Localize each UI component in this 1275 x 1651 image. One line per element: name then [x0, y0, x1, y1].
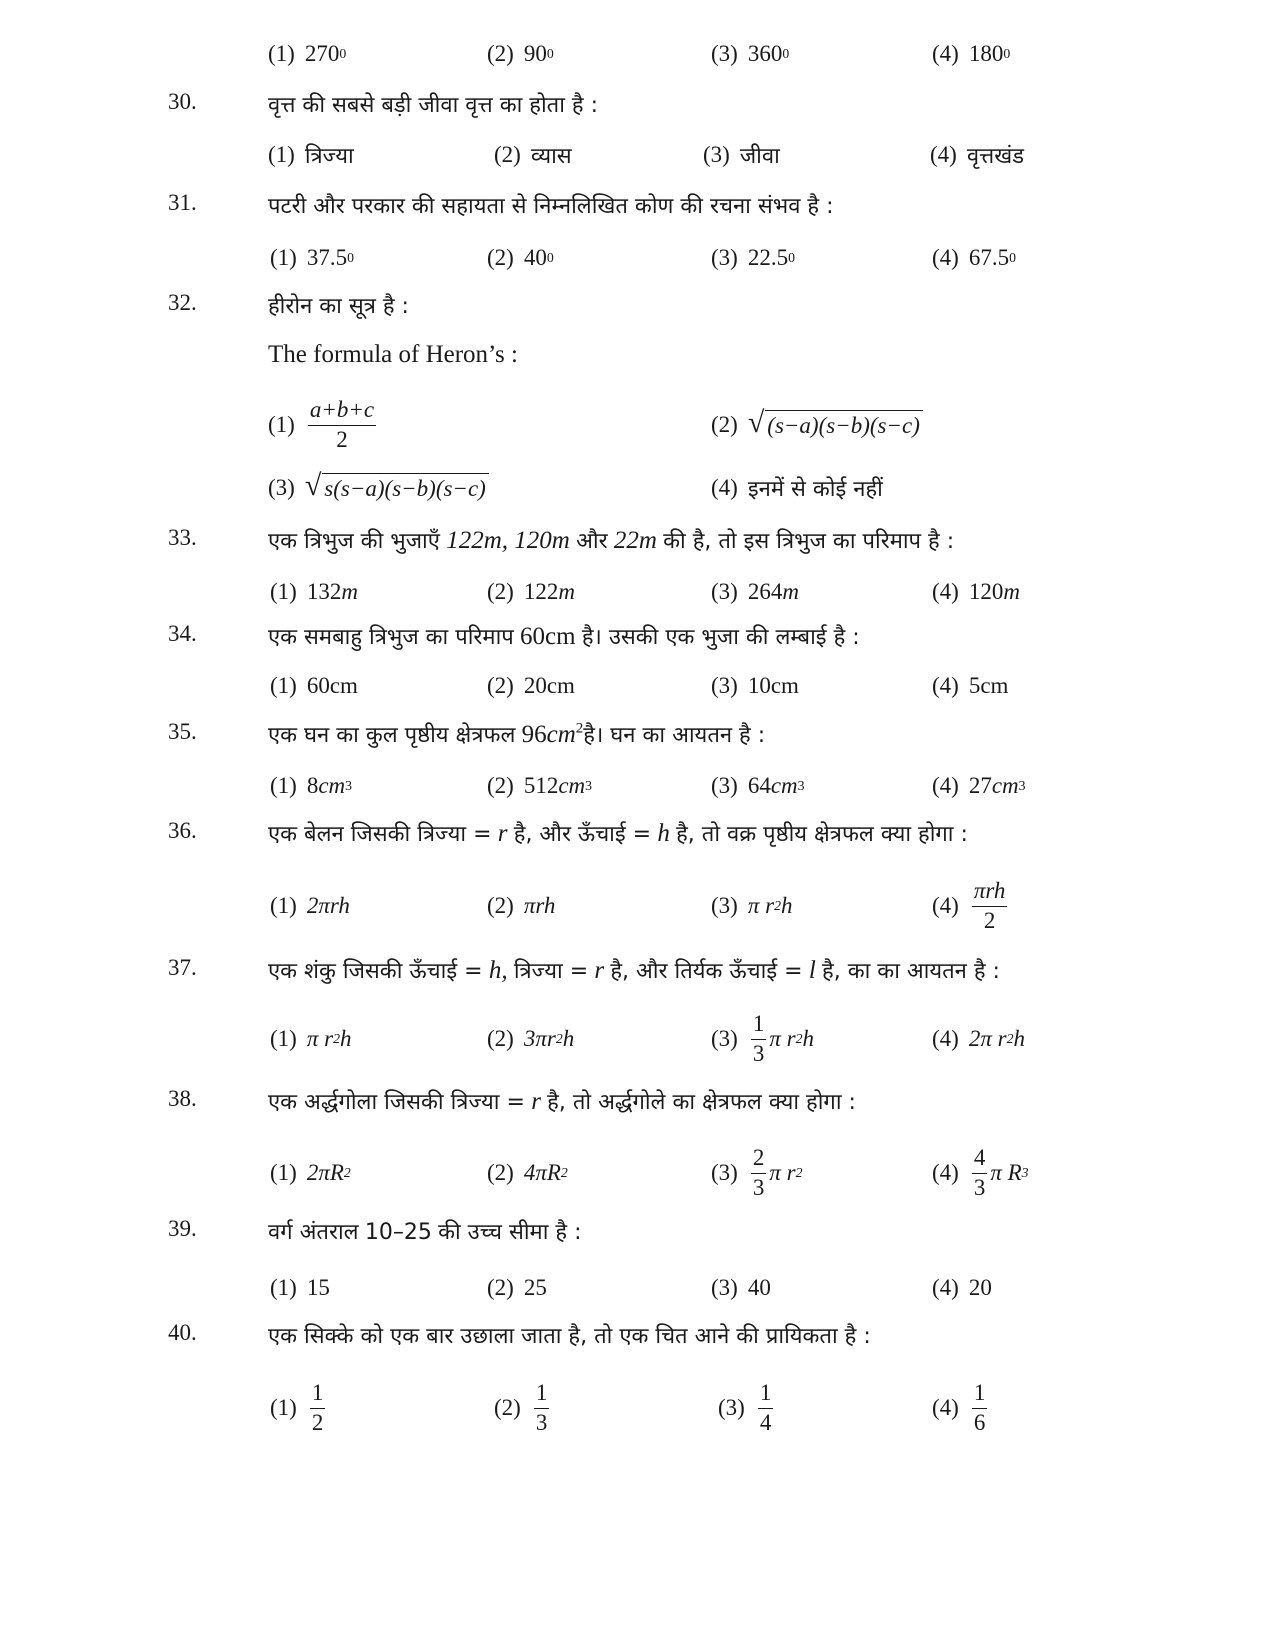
- square-root: √ (s−a)(s−b)(s−c): [748, 410, 923, 440]
- option-3: (3) 10cm: [711, 673, 799, 698]
- question-text: वृत्त की सबसे बड़ी जीवा वृत्त का होता है :: [268, 93, 598, 118]
- fraction: $\frac{2}{3}$: [752, 1145, 765, 1200]
- q32-options-row1: [0, 392, 1275, 458]
- q33-options: [0, 562, 1275, 622]
- fraction: $\frac{1}{4}$: [759, 1380, 772, 1435]
- q32-options-row2: [0, 458, 1275, 518]
- option-4: (4) 5cm: [932, 673, 1009, 698]
- option-4: (4) 120 m: [932, 579, 1020, 604]
- question-number: 34.: [168, 621, 197, 646]
- option-2: (2) व्यास: [494, 142, 572, 169]
- option-4: (4) $\frac{4}{3}$ π R 3: [932, 1145, 1029, 1200]
- question-text: एक शंकु जिसकी ऊँचाई = h, त्रिज्या = r है, और तिर्यक ऊँचाई = l है, का का आयतन है :: [268, 957, 1000, 984]
- q35-options: [0, 756, 1275, 816]
- option-1: (1) π r 2 h: [270, 1026, 352, 1051]
- option-3: (3) 22.5 0: [711, 245, 795, 270]
- option-1: (1) $\frac{a+b+c}{2}$: [268, 397, 375, 452]
- option-3: (3) 40: [711, 1275, 771, 1300]
- question-text: एक अर्द्धगोला जिसकी त्रिज्या = r है, तो अर्द्धगोले का क्षेत्रफल क्या होगा :: [268, 1088, 856, 1115]
- question-text-english: The formula of Heron’s :: [268, 341, 518, 368]
- option-1: (1) 2πR 2: [270, 1160, 351, 1185]
- question-number: 31.: [168, 190, 197, 215]
- fraction: $\frac{1}{6}$: [973, 1380, 986, 1435]
- option-4: (4) इनमें से कोई नहीं: [711, 475, 883, 502]
- option-4: (4) 67.5 0: [932, 245, 1016, 270]
- option-2: (2) √ (s−a)(s−b)(s−c): [711, 392, 923, 458]
- option-3: (3) $\frac{1}{3}$ π r 2 h: [711, 1011, 814, 1066]
- option-1: (1) 8 cm 3: [270, 773, 353, 798]
- fraction: $\frac{\text{πrh}}{2}$: [973, 878, 1006, 933]
- question-number: 40.: [168, 1320, 197, 1345]
- option-2: (2) 25: [487, 1275, 547, 1300]
- option-3: (3) 264 m: [711, 579, 799, 604]
- option-3: (3) $\frac{1}{4}$: [718, 1380, 772, 1435]
- question-number: 30.: [168, 89, 197, 114]
- fraction: $\frac{1}{3}$: [752, 1011, 765, 1066]
- prev-options-row: [0, 24, 1275, 84]
- option-1: (1) 60cm: [270, 673, 358, 698]
- question-number: 36.: [168, 818, 197, 843]
- question-text: वर्ग अंतराल 10–25 की उच्च सीमा है :: [268, 1220, 582, 1245]
- q37-options: [0, 1003, 1275, 1075]
- option-4: (4) 27 cm 3: [932, 773, 1026, 798]
- option-3: (3) π r 2 h: [711, 893, 793, 918]
- question-number: 33.: [168, 525, 197, 550]
- option-4: (4) 180 0: [932, 41, 1011, 66]
- question-number: 32.: [168, 290, 197, 315]
- option-1: (1) 37.5 0: [270, 245, 354, 270]
- option-4: (4) $\frac{\text{πrh}}{2}$: [932, 878, 1006, 933]
- fraction: $\frac{4}{3}$: [973, 1145, 986, 1200]
- option-2: (2) πrh: [487, 893, 556, 918]
- option-1: (1) 2πrh: [270, 893, 350, 918]
- option-2: (2) 90 0: [487, 41, 554, 66]
- question-text: एक समबाहु त्रिभुज का परिमाप 60cm है। उसकी एक भुजा की लम्बाई है :: [268, 623, 860, 650]
- option-1: (1) त्रिज्या: [268, 142, 354, 169]
- q40-options: [0, 1370, 1275, 1446]
- option-1: (1) $\frac{1}{2}$: [270, 1380, 324, 1435]
- question-text: एक बेलन जिसकी त्रिज्या = r है, और ऊँचाई = h है, तो वक्र पृष्ठीय क्षेत्रफल क्या होगा :: [268, 820, 968, 847]
- q38-options: [0, 1137, 1275, 1209]
- option-4: (4) $\frac{1}{6}$: [932, 1380, 986, 1435]
- fraction: $\frac{a+b+c}{2}$: [309, 397, 375, 452]
- q36-options: [0, 870, 1275, 942]
- option-4: (4) 2π r 2 h: [932, 1026, 1025, 1051]
- option-3: (3) √ s(s−a)(s−b)(s−c): [268, 458, 489, 518]
- option-2: (2) 40 0: [487, 245, 554, 270]
- square-root: √ s(s−a)(s−b)(s−c): [305, 473, 489, 503]
- question-number: 35.: [168, 719, 197, 744]
- q39-options: [0, 1258, 1275, 1318]
- option-2: (2) 512 cm 3: [487, 773, 593, 798]
- question-text: पटरी और परकार की सहायता से निम्नलिखित कोण की रचना संभव है :: [268, 194, 834, 219]
- q34-options: [0, 656, 1275, 716]
- option-3: (3) $\frac{2}{3}$ π r 2: [711, 1145, 803, 1200]
- question-text: एक त्रिभुज की भुजाएँ 122m, 120m और 22m की है, तो इस त्रिभुज का परिमाप है :: [268, 527, 955, 554]
- q31-options: [0, 228, 1275, 288]
- option-1: (1) 132 m: [270, 579, 358, 604]
- question-number: 38.: [168, 1086, 197, 1111]
- question-text: एक सिक्के को एक बार उछाला जाता है, तो एक चित आने की प्रायिकता है :: [268, 1324, 871, 1349]
- option-4: (4) वृत्तखंड: [930, 142, 1025, 169]
- option-2: (2) 122 m: [487, 579, 575, 604]
- option-1: (1) 270 0: [268, 41, 347, 66]
- option-2: (2) 4πR 2: [487, 1160, 568, 1185]
- option-4: (4) 20: [932, 1275, 992, 1300]
- option-3: (3) 64 cm 3: [711, 773, 805, 798]
- option-2: (2) 20cm: [487, 673, 575, 698]
- question-number: 37.: [168, 955, 197, 980]
- question-text: हीरोन का सूत्र है :: [268, 294, 409, 319]
- question-number: 39.: [168, 1216, 197, 1241]
- option-3: (3) जीवा: [703, 142, 780, 169]
- q30-options: [0, 125, 1275, 185]
- fraction: $\frac{1}{2}$: [311, 1380, 324, 1435]
- fraction: $\frac{1}{3}$: [535, 1380, 548, 1435]
- option-2: (2) $\frac{1}{3}$: [494, 1380, 548, 1435]
- question-text: एक घन का कुल पृष्ठीय क्षेत्रफल $96cm^2है।$ घन का आयतन है :: [268, 720, 766, 748]
- option-3: (3) 360 0: [711, 41, 790, 66]
- option-1: (1) 15: [270, 1275, 330, 1300]
- option-2: (2) 3πr 2 h: [487, 1026, 575, 1051]
